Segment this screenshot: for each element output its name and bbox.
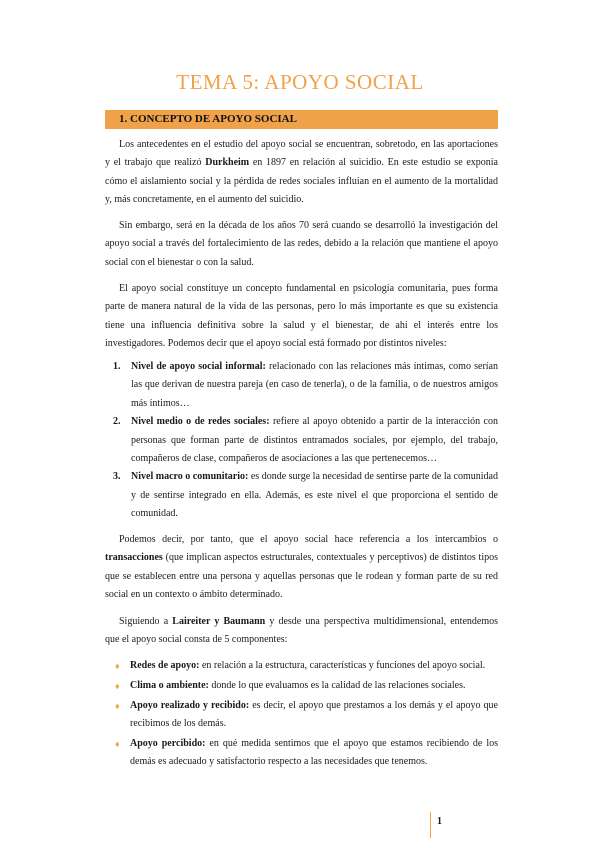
list-text: en relación a la estructura, características y funciones del apoyo social.: [199, 660, 486, 671]
diamond-bullet-icon: ♦: [115, 701, 120, 711]
list-item: [113, 468, 498, 523]
list-item: [115, 697, 498, 733]
list-text: donde lo que evaluamos es la calidad de las relaciones sociales.: [208, 680, 466, 691]
list-item: [115, 735, 498, 771]
page-title: TEMA 5: APOYO SOCIAL: [176, 70, 424, 94]
list-text: es donde surge la necesidad de sentirse parte de la comunidad y de sentirse integrado en ella. Además, es este nivel el que proporciona el sentido de comunidad.: [131, 471, 498, 520]
authors-laireiter-baumann: Laireiter y Baumann: [172, 616, 266, 627]
list-term: Nivel medio o de redes sociales:: [131, 416, 270, 428]
paragraph-5-text-c: y desde una perspectiva multidimensional, entendemos que el apoyo social consta de 5 componentes:: [105, 616, 499, 646]
list-number: 2.: [113, 416, 121, 428]
term-transacciones: transacciones: [105, 552, 163, 564]
paragraph-3-text: El apoyo social constituye un concepto fundamental en psicología comunitaria, pues forma parte de manera natural de la vida de las personas, pero lo más importante es que su existencia tiene una influencia definitiva sobre la salud y el bienestar, de ahí el interés entre los investigadores. Podemos decir que el apoyo social está formado por distintos niveles:: [105, 283, 498, 350]
levels-list: [113, 358, 498, 524]
section-heading: 1. CONCEPTO DE APOYO SOCIAL: [105, 110, 498, 129]
paragraph-5: [105, 613, 498, 650]
diamond-bullet-icon: ♦: [115, 681, 120, 691]
list-term: Apoyo percibido:: [130, 738, 206, 749]
paragraph-5-text-a: Siguiendo a: [119, 616, 173, 627]
list-text: refiere al apoyo obtenido a partir de la interacción con personas que forman parte de distintos entramados sociales, por ejemplo, del trabajo, compañeros de clase, compañeros de asociaciones a las que pertenecemos…: [131, 416, 498, 465]
list-item: [115, 677, 498, 695]
list-item: [115, 657, 498, 675]
list-text: en qué medida sentimos que el apoyo que estamos recibiendo de los demás es adecuado y satisfactorio respecto a las necesidades que tenemos.: [130, 738, 498, 767]
list-term: Apoyo realizado y recibido:: [130, 700, 250, 711]
page-number: 1: [430, 812, 460, 838]
list-number: 3.: [113, 471, 121, 483]
list-number: 1.: [113, 361, 121, 372]
paragraph-2: [105, 217, 498, 272]
paragraph-1: [105, 136, 498, 210]
list-text: es decir, el apoyo que prestamos a los demás y el apoyo que recibimos de los demás.: [130, 700, 498, 729]
list-term: Redes de apoyo:: [130, 660, 200, 671]
list-term: Clima o ambiente:: [130, 680, 209, 691]
list-text: relacionado con las relaciones más íntimas, como serían las que derivan de nuestra pareja (en caso de tenerla), o de la familia, o de nuestros amigos más íntimos…: [131, 361, 498, 409]
diamond-bullet-icon: ♦: [115, 739, 120, 749]
author-durkheim: Durkheim: [205, 157, 250, 169]
paragraph-1-text-c: en 1897 en relación al suicidio. En este estudio se exponía cómo el aislamiento social y la pérdida de redes sociales influían en el aumento de la mortalidad y, más concretamente, en el aumento del suicidio.: [105, 157, 498, 206]
list-term: Nivel macro o comunitario:: [131, 471, 249, 483]
paragraph-4-text-a: Podemos decir, por tanto, que el apoyo social hace referencia a los intercambios o: [119, 534, 498, 545]
paragraph-4: [105, 531, 498, 605]
list-term: Nivel de apoyo social informal:: [131, 361, 266, 372]
paragraph-4-text-c: (que implican aspectos estructurales, contextuales y perceptivos) de distintos tipos que se establecen entre una persona y aquellas personas que le rodean y forman parte de su red social en un contexto o ámbito determinado.: [105, 552, 498, 601]
list-item: [113, 358, 498, 413]
paragraph-2-text: Sin embargo, será en la década de los años 70 será cuando se desarrolló la investigación del apoyo social a través del fortalecimiento de las redes, debido a la relación que mantiene el apoyo social con el bienestar o con la salud.: [105, 220, 498, 268]
components-list: [115, 657, 498, 773]
diamond-bullet-icon: ♦: [115, 661, 120, 671]
paragraph-3: [105, 280, 498, 354]
list-item: [113, 413, 498, 468]
paragraph-1-text-a: Los antecedentes en el estudio del apoyo social se encuentran, sobretodo, en las aportaciones y el trabajo que realizó: [105, 139, 498, 169]
